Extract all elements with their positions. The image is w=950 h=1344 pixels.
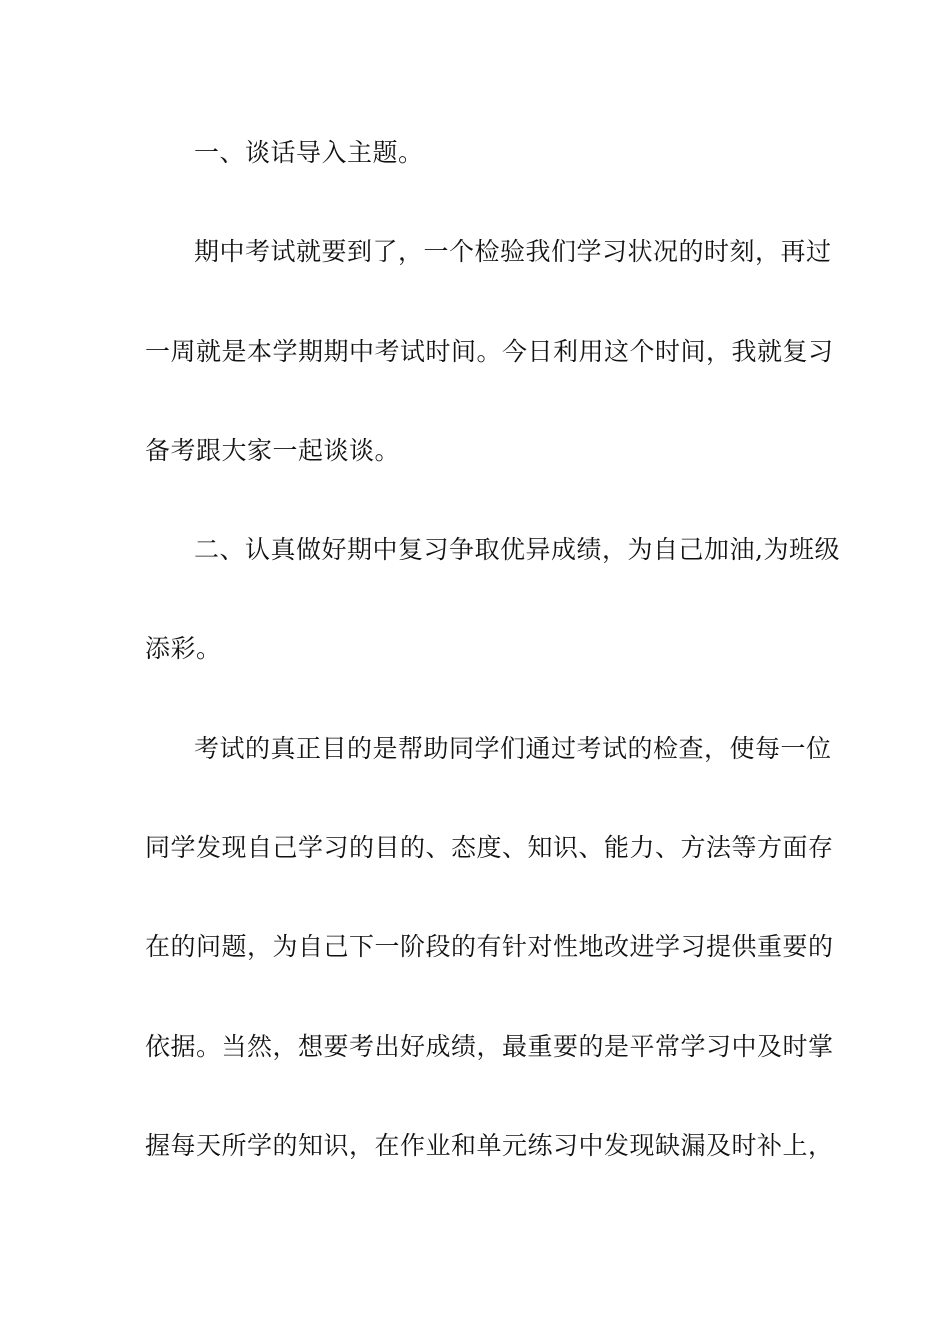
- section-heading-2: 二、认真做好期中复习争取优异成绩，为自己加油,为班级: [194, 535, 840, 564]
- paragraph-line: 期中考试就要到了，一个检验我们学习状况的时刻，再过: [194, 237, 832, 266]
- paragraph-line: 在的问题，为自己下一阶段的有针对性地改进学习提供重要的: [145, 932, 834, 961]
- section-heading-1: 一、谈话导入主题。: [194, 138, 424, 167]
- paragraph-line: 考试的真正目的是帮助同学们通过考试的检查，使每一位: [194, 734, 832, 763]
- paragraph-line: 一周就是本学期期中考试时间。今日利用这个时间，我就复习: [145, 337, 834, 366]
- paragraph-line: 依据。当然，想要考出好成绩，最重要的是平常学习中及时掌: [145, 1032, 834, 1061]
- paragraph-line: 备考跟大家一起谈谈。: [145, 436, 401, 465]
- paragraph-line: 同学发现自己学习的目的、态度、知识、能力、方法等方面存: [145, 833, 834, 862]
- paragraph-line: 握每天所学的知识，在作业和单元练习中发现缺漏及时补上，: [145, 1131, 834, 1160]
- section-heading-2-continued: 添彩。: [145, 634, 222, 663]
